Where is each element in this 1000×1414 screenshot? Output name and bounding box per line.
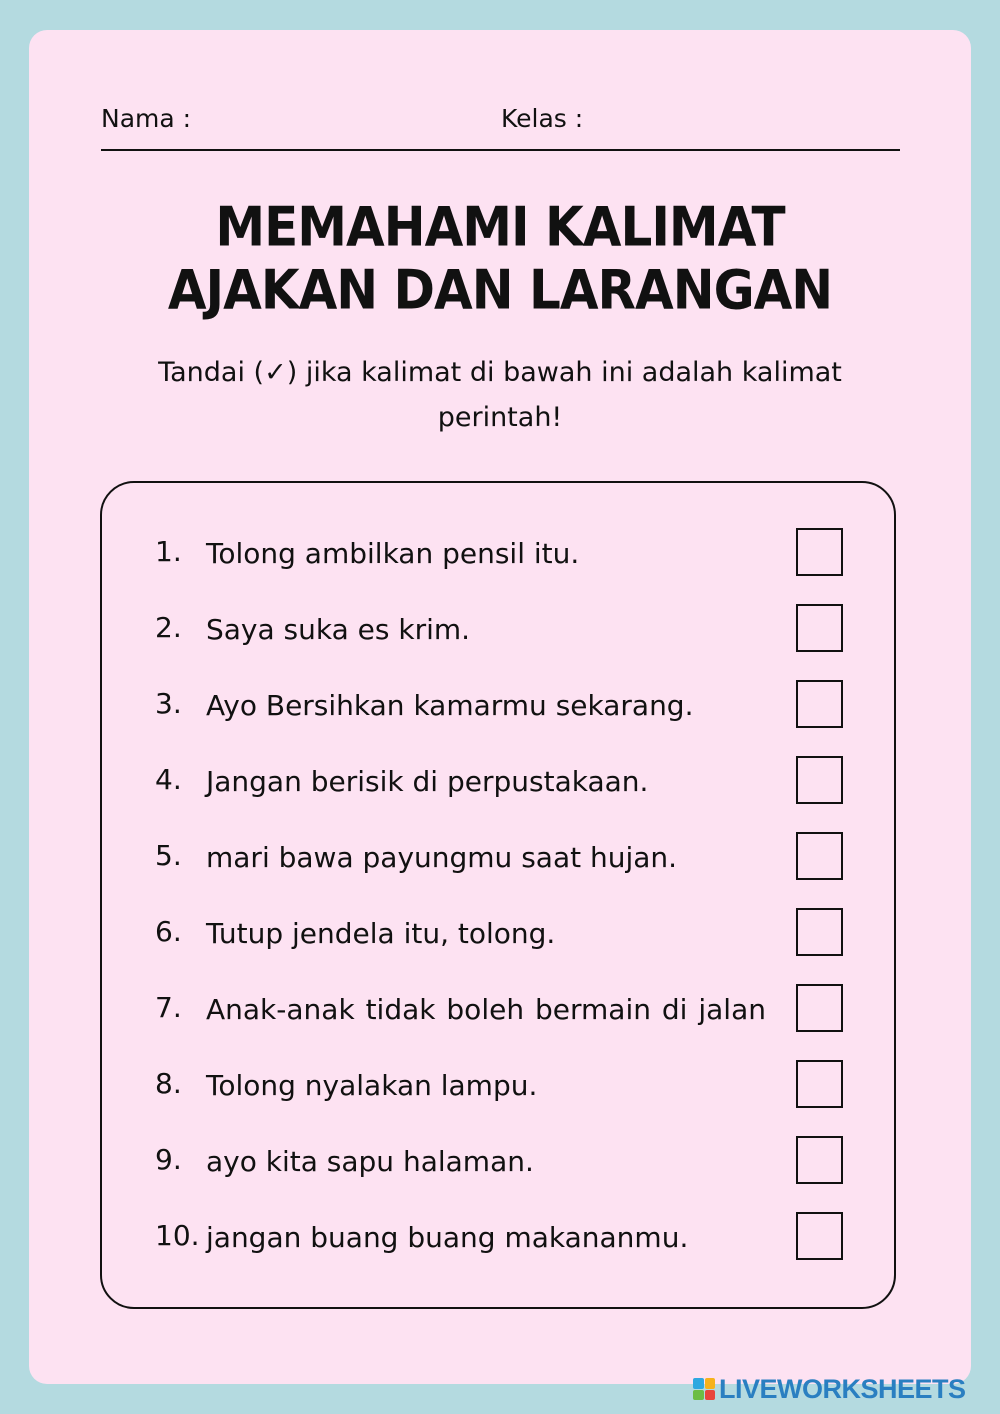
logo-tile [705, 1378, 716, 1389]
answer-checkbox[interactable] [796, 1212, 843, 1260]
item-number: 2. [155, 611, 182, 644]
item-sentence: Tutup jendela itu, tolong. [206, 917, 556, 950]
item-number: 10. [155, 1219, 200, 1252]
item-sentence: ayo kita sapu halaman. [206, 1145, 534, 1178]
list-item [0, 607, 1000, 667]
item-sentence: Ayo Bersihkan kamarmu sekarang. [206, 689, 694, 722]
item-number: 5. [155, 839, 182, 872]
item-sentence: Jangan berisik di perpustakaan. [206, 765, 649, 798]
item-number: 3. [155, 687, 182, 720]
name-label: Nama : [101, 104, 192, 133]
logo-tile [693, 1378, 704, 1389]
item-number: 4. [155, 763, 182, 796]
liveworksheets-logo-icon [693, 1378, 715, 1400]
item-sentence: mari bawa payungmu saat hujan. [206, 841, 678, 874]
worksheet-title [0, 196, 1000, 321]
item-sentence: Anak-anak tidak boleh bermain di jalan [206, 993, 766, 1026]
answer-checkbox[interactable] [796, 1060, 843, 1108]
instruction-text: Tandai (✓) jika kalimat di bawah ini adalah kalimat perintah! [158, 357, 842, 433]
item-number: 8. [155, 1067, 182, 1100]
item-number: 6. [155, 915, 182, 948]
list-item [0, 759, 1000, 819]
item-number: 1. [155, 535, 182, 568]
class-label: Kelas : [501, 104, 584, 133]
list-item [0, 1063, 1000, 1123]
title-line-2: AJAKAN DAN LARANGAN [167, 258, 833, 322]
answer-checkbox[interactable] [796, 832, 843, 880]
list-item [0, 987, 1000, 1047]
answer-checkbox[interactable] [796, 528, 843, 576]
item-sentence: jangan buang buang makananmu. [206, 1221, 689, 1254]
list-item [0, 1215, 1000, 1275]
answer-checkbox[interactable] [796, 604, 843, 652]
item-sentence: Tolong ambilkan pensil itu. [206, 537, 580, 570]
liveworksheets-watermark [693, 1374, 966, 1404]
answer-checkbox[interactable] [796, 680, 843, 728]
list-item [0, 531, 1000, 591]
logo-tile [693, 1390, 704, 1401]
item-number: 7. [155, 991, 182, 1024]
answer-checkbox[interactable] [796, 908, 843, 956]
answer-checkbox[interactable] [796, 984, 843, 1032]
title-line-1: MEMAHAMI KALIMAT [215, 196, 785, 259]
list-item [0, 911, 1000, 971]
watermark-text: LIVEWORKSHEETS [719, 1373, 966, 1404]
list-item [0, 1139, 1000, 1199]
student-info-row [101, 102, 900, 142]
answer-checkbox[interactable] [796, 756, 843, 804]
item-sentence: Saya suka es krim. [206, 613, 471, 646]
item-number: 9. [155, 1143, 182, 1176]
list-item [0, 683, 1000, 743]
item-sentence: Tolong nyalakan lampu. [206, 1069, 538, 1102]
header-divider [101, 149, 900, 151]
answer-checkbox[interactable] [796, 1136, 843, 1184]
logo-tile [705, 1390, 716, 1401]
list-item [0, 835, 1000, 895]
